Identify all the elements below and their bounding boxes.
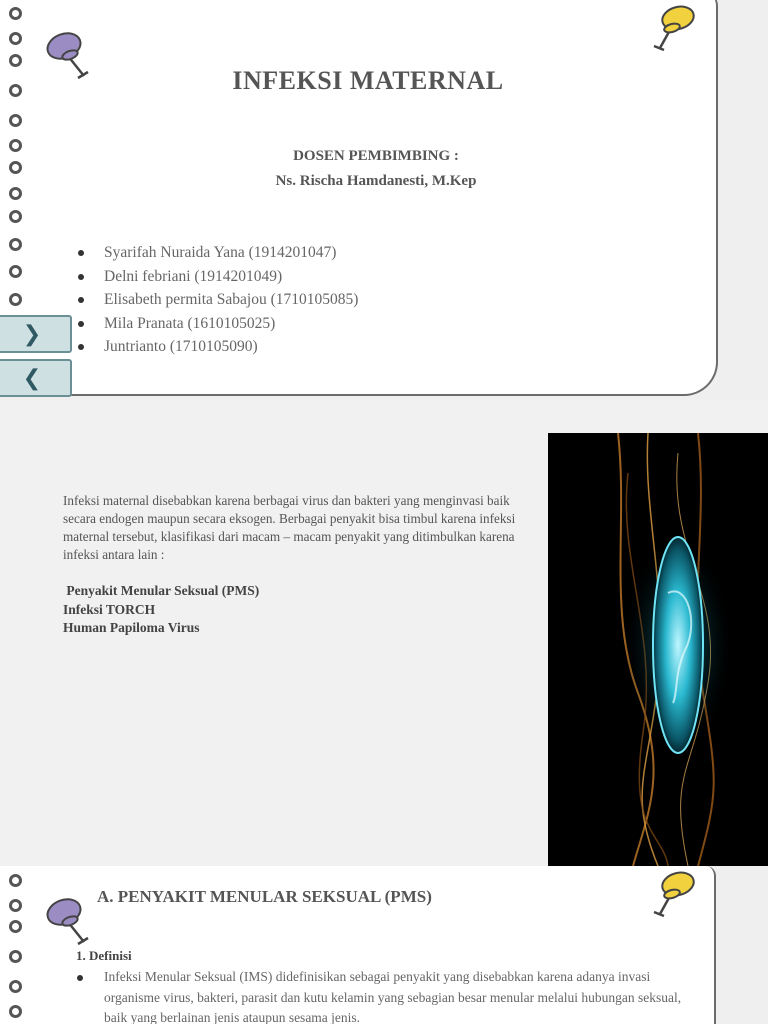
chevron-right-icon: ❯ — [22, 321, 42, 347]
section-title: A. PENYAKIT MENULAR SEKSUAL (PMS) — [97, 887, 432, 906]
pushpin-yellow-icon — [650, 4, 700, 56]
binder-ring-icon — [9, 7, 22, 20]
supervisor-name: Ns. Rischa Hamdanesti, M.Kep — [275, 173, 477, 189]
binder-ring-icon — [9, 899, 22, 912]
binder-ring-icon — [9, 210, 22, 223]
list-item: Delni febriani (1914201049) — [78, 265, 358, 289]
prev-slide-button[interactable] — [0, 359, 72, 397]
binder-ring-icon — [9, 238, 22, 251]
binder-ring-icon — [9, 950, 22, 963]
supervisor-label: DOSEN PEMBIMBING : — [293, 148, 459, 164]
binder-ring-icon — [9, 114, 22, 127]
disease-list — [63, 582, 259, 638]
definition-heading: 1. Definisi — [76, 948, 132, 963]
pms-slide — [0, 866, 768, 1024]
binder-ring-icon — [9, 980, 22, 993]
bullet-icon — [77, 975, 83, 981]
binder-ring-icon — [9, 874, 22, 887]
pushpin-purple-icon — [44, 896, 94, 948]
binder-ring-icon — [9, 920, 22, 933]
list-item: Mila Pranata (1610105025) — [78, 312, 358, 336]
slide-title: INFEKSI MATERNAL — [232, 66, 504, 95]
binder-ring-icon — [9, 265, 22, 278]
list-item: Syarifah Nuraida Yana (1914201047) — [78, 241, 358, 265]
intro-paragraph: Infeksi maternal disebabkan karena berbagai virus dan bakteri yang menginvasi baik secara endogen maupun secara eksogen. Berbagai penyakit bisa timbul karena infeksi maternal tersebut, klasifikasi dari macam – macam penyakit yang ditimbulkan karena infeksi antara lain : — [63, 493, 516, 562]
next-slide-button[interactable] — [0, 315, 72, 353]
fetus-image — [548, 433, 768, 866]
binder-ring-icon — [9, 1005, 22, 1018]
definition-text: Infeksi Menular Seksual (IMS) didefinisikan sebagai penyakit yang disebabkan karena adanya invasi organisme virus, bakteri, parasit dan kutu kelamin yang sebagian besar menular melalui hubungan seksual, baik yang berlainan jenis ataupun sesama jenis. — [104, 969, 682, 1024]
list-item: Penyakit Menular Seksual (PMS) — [63, 583, 260, 598]
member-list — [78, 241, 358, 359]
list-item: Human Papiloma Virus — [63, 620, 200, 635]
binder-ring-icon — [9, 32, 22, 45]
chevron-left-icon: ❮ — [22, 365, 42, 391]
list-item: Elisabeth permita Sabajou (1710105085) — [78, 288, 358, 312]
intro-slide — [0, 432, 768, 866]
pushpin-yellow-icon — [650, 870, 700, 922]
list-item: Infeksi TORCH — [63, 601, 156, 617]
binder-ring-icon — [9, 293, 22, 306]
list-item: Juntrianto (1710105090) — [78, 335, 358, 359]
title-slide — [0, 0, 768, 400]
